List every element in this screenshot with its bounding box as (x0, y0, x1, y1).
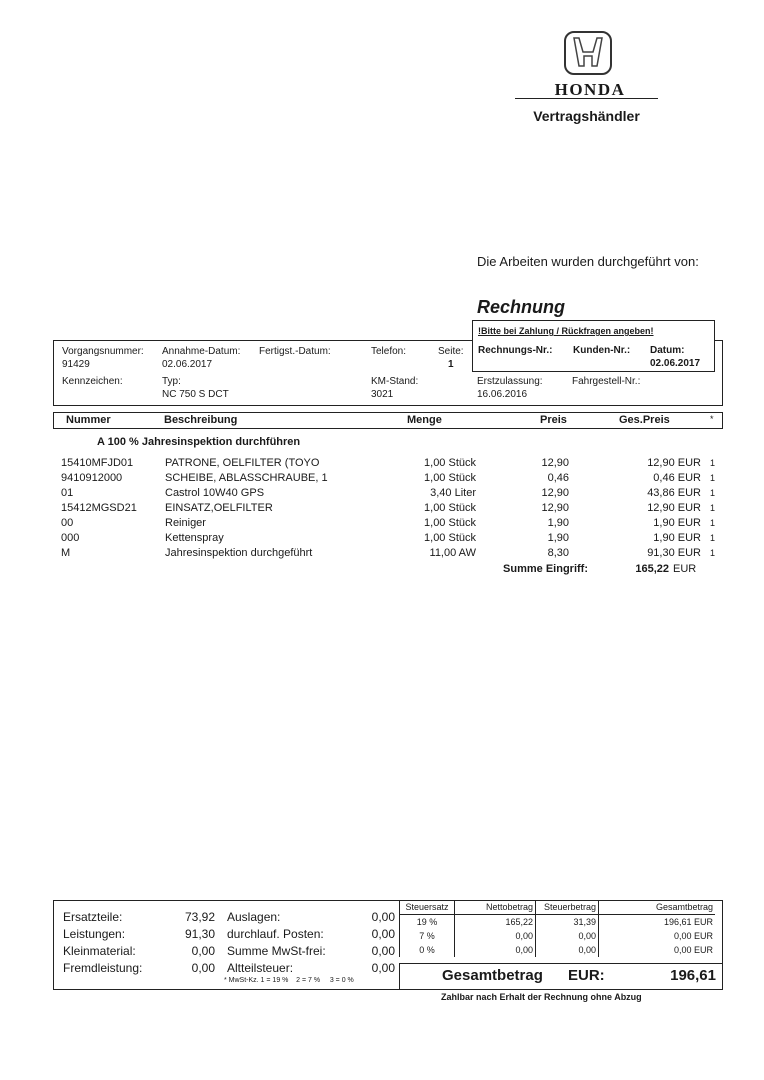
tax-satz: 0 % (400, 943, 455, 957)
seite-label: Seite: (438, 346, 464, 357)
tax-head-gesamt: Gesamtbetrag (599, 900, 716, 915)
subtotal-value: 165,22 (635, 563, 669, 575)
typ-value: NC 750 S DCT (162, 389, 229, 400)
col-preis: Preis (540, 414, 567, 426)
item-beschreibung: EINSATZ,OELFILTER (165, 502, 273, 514)
item-gesamt: 0,46 EUR (653, 472, 701, 484)
tax-row (400, 915, 716, 930)
km-stand-value: 3021 (371, 389, 394, 400)
item-gesamt: 12,90 EUR (647, 502, 701, 514)
durchlauf-posten-label: durchlauf. Posten: (227, 927, 324, 941)
tax-gesamt: 0,00 EUR (599, 943, 716, 957)
brand-divider (515, 98, 658, 99)
item-beschreibung: Kettenspray (165, 532, 224, 544)
item-mwst: 1 (710, 533, 716, 543)
invoice-reference-box (472, 320, 715, 372)
item-preis: 1,90 (547, 517, 569, 529)
item-beschreibung: Castrol 10W40 GPS (165, 487, 265, 499)
table-row (0, 457, 764, 472)
dealer-label: Vertragshändler (533, 108, 640, 124)
tax-table (399, 900, 715, 957)
item-menge: 3,40 Liter (430, 487, 476, 499)
document-title: Rechnung (477, 297, 565, 317)
group-title: A 100 % Jahresinspektion durchführen (97, 436, 301, 448)
item-nummer: M (61, 547, 71, 559)
auslagen-label: Auslagen: (227, 910, 281, 924)
table-row (0, 487, 764, 502)
payment-terms: Zahlbar nach Erhalt der Rechnung ohne Abzug (441, 992, 642, 1002)
tax-satz: 7 % (400, 929, 455, 943)
col-nummer: Nummer (66, 414, 111, 426)
col-mwst: * (710, 414, 714, 424)
summe-mwst-frei-label: Summe MwSt-frei: (227, 944, 326, 958)
subtotal-row (0, 563, 764, 578)
altteilsteuer-value: 0,00 (371, 961, 395, 975)
vorgangsnummer-value: 91429 (62, 359, 90, 370)
col-beschreibung: Beschreibung (164, 414, 238, 426)
item-nummer: 15410MFJD01 (61, 457, 134, 469)
tax-steuer: 0,00 (536, 943, 599, 957)
kunden-nr-label: Kunden-Nr.: (573, 345, 631, 356)
fremdleistung-label: Fremdleistung: (63, 961, 143, 975)
tax-head-satz: Steuersatz (400, 900, 455, 915)
item-menge: 1,00 Stück (424, 532, 476, 544)
item-nummer: 9410912000 (61, 472, 123, 484)
item-preis: 12,90 (541, 487, 569, 499)
annahme-datum-label: Annahme-Datum: (162, 346, 241, 357)
item-nummer: 00 (61, 517, 74, 529)
item-gesamt: 1,90 EUR (653, 532, 701, 544)
tax-gesamt: 196,61 EUR (599, 915, 716, 930)
item-mwst: 1 (710, 458, 716, 468)
kleinmaterial-value: 0,00 (191, 944, 215, 958)
tax-row (400, 943, 716, 957)
kleinmaterial-label: Kleinmaterial: (63, 944, 136, 958)
auslagen-value: 0,00 (371, 910, 395, 924)
altteilsteuer-label: Altteilsteuer: (227, 961, 294, 975)
item-beschreibung: Reiniger (165, 517, 206, 529)
seite-value: 1 (448, 359, 454, 370)
item-preis: 12,90 (541, 457, 569, 469)
subtotal-label: Summe Eingriff: (503, 563, 588, 575)
tax-gesamt: 0,00 EUR (599, 929, 716, 943)
item-mwst: 1 (710, 503, 716, 513)
honda-h-logo-icon (562, 30, 614, 76)
item-mwst: 1 (710, 473, 716, 483)
item-menge: 1,00 Stück (424, 457, 476, 469)
tax-steuer: 31,39 (536, 915, 599, 930)
leistungen-value: 91,30 (184, 927, 215, 941)
item-mwst: 1 (710, 488, 716, 498)
tax-satz: 19 % (400, 915, 455, 930)
erstzulassung-value: 16.06.2016 (477, 389, 528, 400)
item-beschreibung: SCHEIBE, ABLASSCHRAUBE, 1 (165, 472, 328, 484)
erstzulassung-label: Erstzulassung: (477, 376, 543, 387)
grand-total-row (399, 963, 722, 989)
item-preis: 12,90 (541, 502, 569, 514)
tax-netto: 165,22 (455, 915, 536, 930)
item-menge: 1,00 Stück (424, 502, 476, 514)
tax-steuer: 0,00 (536, 929, 599, 943)
summe-mwst-frei-value: 0,00 (371, 944, 395, 958)
item-menge: 11,00 AW (429, 547, 476, 559)
tax-head-steuer: Steuerbetrag (536, 900, 599, 915)
item-gesamt: 91,30 EUR (647, 547, 701, 559)
table-row (0, 532, 764, 547)
tax-row (400, 929, 716, 943)
item-preis: 8,30 (547, 547, 569, 559)
fertigst-datum-label: Fertigst.-Datum: (259, 346, 331, 357)
item-beschreibung: Jahresinspektion durchgeführt (165, 547, 313, 559)
typ-label: Typ: (162, 376, 181, 387)
vat-code-footnote: * MwSt-Kz. 1 = 19 % 2 = 7 % 3 = 0 % (224, 977, 354, 984)
grand-total-value: 196,61 (670, 967, 716, 984)
vorgangsnummer-label: Vorgangsnummer: (62, 346, 144, 357)
col-menge: Menge (407, 414, 442, 426)
item-mwst: 1 (710, 548, 716, 558)
leistungen-label: Leistungen: (63, 927, 126, 941)
annahme-datum-value: 02.06.2017 (162, 359, 213, 370)
summary-box (53, 900, 723, 990)
ersatzteile-value: 73,92 (184, 910, 215, 924)
tax-head-netto: Nettobetrag (455, 900, 536, 915)
item-gesamt: 1,90 EUR (653, 517, 701, 529)
kennzeichen-label: Kennzeichen: (62, 376, 123, 387)
telefon-label: Telefon: (371, 346, 407, 357)
table-row (0, 472, 764, 487)
item-menge: 1,00 Stück (424, 472, 476, 484)
item-nummer: 15412MGSD21 (61, 502, 137, 514)
item-menge: 1,00 Stück (424, 517, 476, 529)
table-header (53, 412, 723, 429)
subtotal-currency: EUR (673, 563, 697, 575)
item-beschreibung: PATRONE, OELFILTER (TOYO (165, 457, 320, 469)
brand-name: HONDA (554, 80, 626, 99)
durchlauf-posten-value: 0,00 (371, 927, 395, 941)
item-nummer: 01 (61, 487, 74, 499)
tax-netto: 0,00 (455, 943, 536, 957)
ersatzteile-label: Ersatzteile: (63, 910, 123, 924)
datum-value: 02.06.2017 (650, 358, 701, 369)
km-stand-label: KM-Stand: (371, 376, 419, 387)
tax-netto: 0,00 (455, 929, 536, 943)
fahrgestell-label: Fahrgestell-Nr.: (572, 376, 641, 387)
item-gesamt: 43,86 EUR (647, 487, 701, 499)
table-row (0, 517, 764, 532)
invoice-note: !Bitte bei Zahlung / Rückfragen angeben! (478, 326, 654, 336)
performed-by-label: Die Arbeiten wurden durchgeführt von: (477, 254, 699, 269)
item-nummer: 000 (61, 532, 80, 544)
grand-total-label: Gesamtbetrag (442, 967, 543, 984)
datum-label: Datum: (650, 345, 685, 356)
col-gesamt: Ges.Preis (619, 414, 670, 426)
table-row (0, 502, 764, 517)
grand-total-currency: EUR: (568, 967, 605, 984)
item-gesamt: 12,90 EUR (647, 457, 701, 469)
item-mwst: 1 (710, 518, 716, 528)
fremdleistung-value: 0,00 (191, 961, 215, 975)
table-row (0, 547, 764, 562)
item-preis: 1,90 (547, 532, 569, 544)
item-preis: 0,46 (547, 472, 569, 484)
rechnungs-nr-label: Rechnungs-Nr.: (478, 345, 553, 356)
line-items (0, 457, 764, 575)
